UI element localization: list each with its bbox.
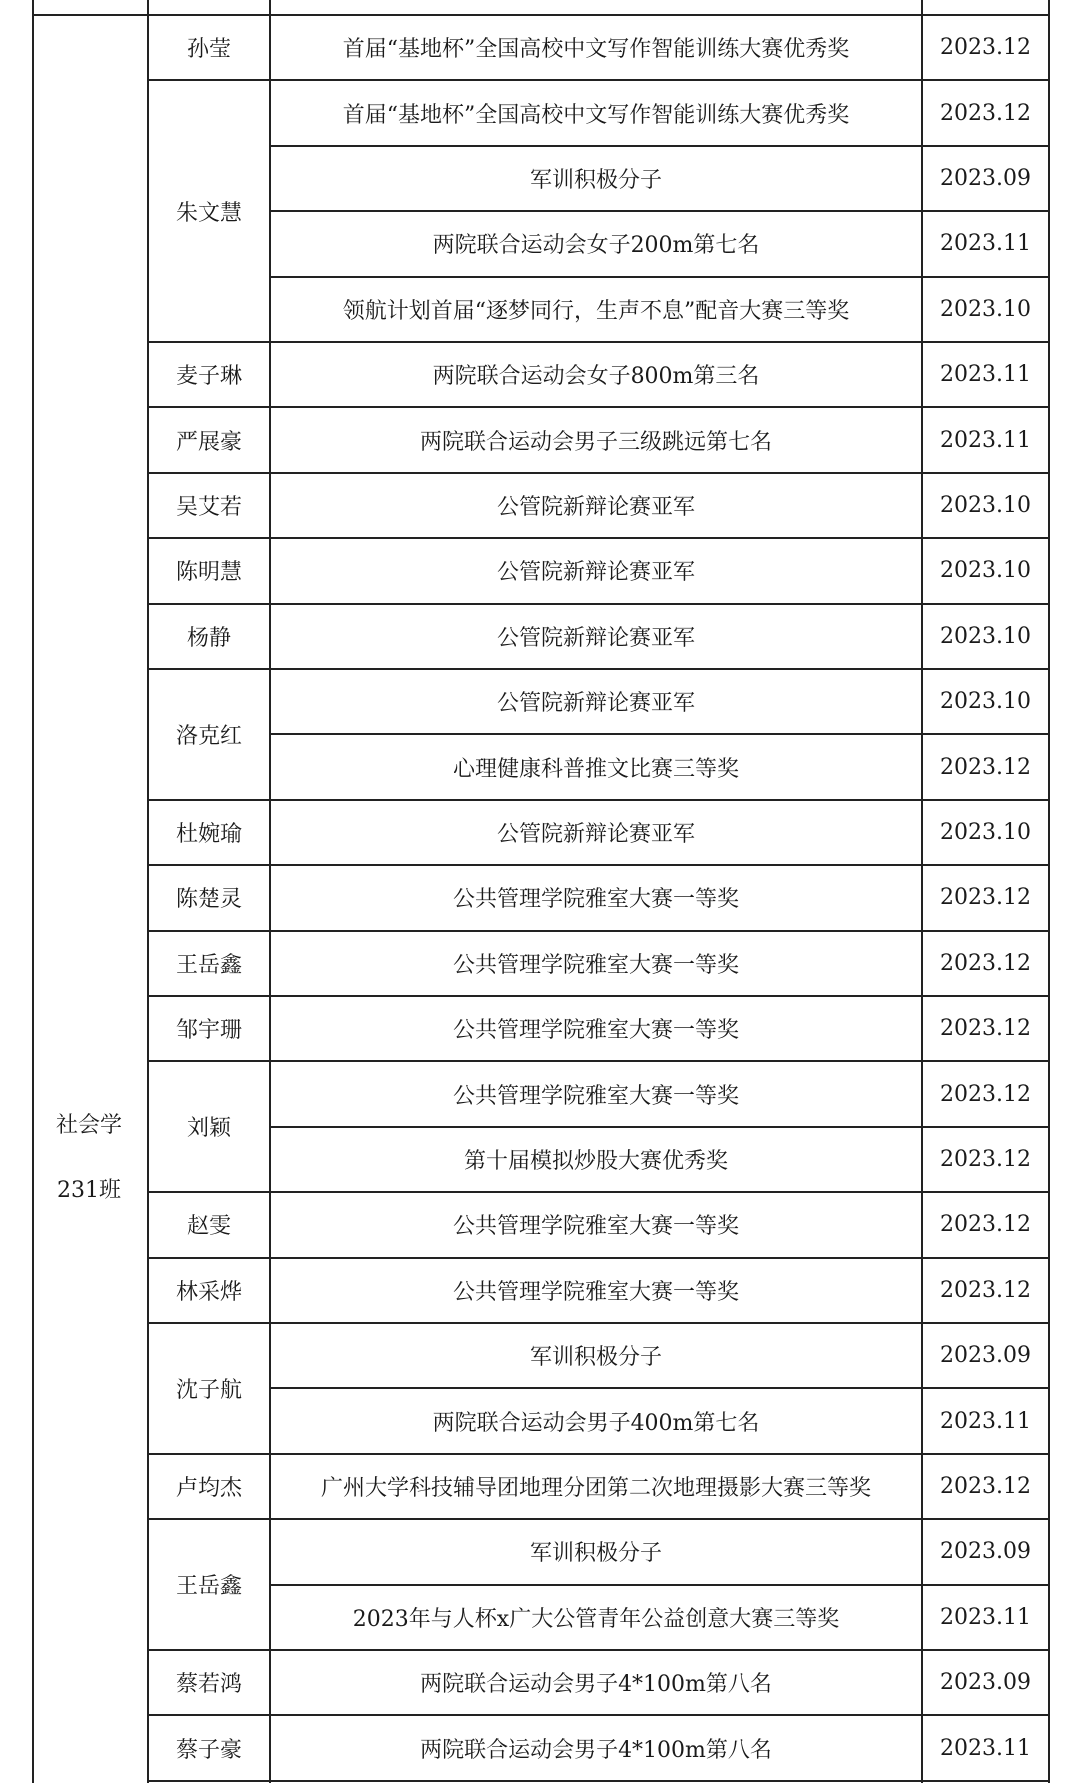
award-title: 领航计划首届“逐梦同行，生声不息”配音大赛三等奖 <box>342 298 850 324</box>
award-date: 2023.10 <box>940 492 1031 518</box>
award-date: 2023.09 <box>940 1670 1031 1696</box>
award-title: 公管院新辩论赛亚军 <box>496 691 695 717</box>
award-title: 军训积极分子 <box>529 167 662 193</box>
award-title: 2023年与人杯x广大公管青年公益创意大赛三等奖 <box>352 1606 840 1632</box>
award-date: 2023.12 <box>940 1146 1031 1172</box>
award-title: 军训积极分子 <box>529 1541 662 1567</box>
award-title: 公共管理学院雅室大赛一等奖 <box>452 887 739 913</box>
award-title: 公共管理学院雅室大赛一等奖 <box>452 1279 739 1305</box>
award-title: 两院联合运动会女子800m第三名 <box>432 364 760 390</box>
student-name: 杨静 <box>186 625 231 651</box>
student-name: 朱文慧 <box>175 200 242 226</box>
award-date: 2023.10 <box>940 296 1031 322</box>
class-name-line1: 社会学 <box>55 1113 122 1138</box>
student-name: 王岳鑫 <box>175 952 242 978</box>
award-title: 公共管理学院雅室大赛一等奖 <box>452 1083 739 1109</box>
award-date: 2023.12 <box>940 1081 1031 1107</box>
student-name: 林采烨 <box>175 1279 242 1305</box>
student-name: 蔡子豪 <box>175 1737 242 1763</box>
award-date: 2023.12 <box>940 754 1031 780</box>
student-name: 杜婉瑜 <box>175 821 242 847</box>
award-date: 2023.10 <box>940 558 1031 584</box>
award-title: 军训积极分子 <box>529 1345 662 1371</box>
student-name: 赵雯 <box>186 1214 231 1240</box>
student-name: 孙莹 <box>186 37 231 63</box>
student-name: 吴艾若 <box>175 494 242 520</box>
award-title: 两院联合运动会男子400m第七名 <box>432 1410 760 1436</box>
award-title: 公管院新辩论赛亚军 <box>496 560 695 586</box>
award-title: 公管院新辩论赛亚军 <box>496 625 695 651</box>
student-name: 王岳鑫 <box>175 1574 242 1600</box>
award-title: 公管院新辩论赛亚军 <box>496 821 695 847</box>
row-border <box>270 1780 1049 1782</box>
award-title: 两院联合运动会男子4*100m第八名 <box>420 1737 772 1763</box>
award-date: 2023.10 <box>940 819 1031 845</box>
student-name: 刘颖 <box>186 1116 231 1142</box>
award-date: 2023.12 <box>940 950 1031 976</box>
student-name: 严展豪 <box>175 429 242 455</box>
award-date: 2023.09 <box>940 1539 1031 1565</box>
student-name: 陈楚灵 <box>175 887 242 913</box>
award-title: 两院联合运动会男子4*100m第八名 <box>420 1672 772 1698</box>
student-border <box>148 1780 270 1782</box>
award-date: 2023.09 <box>940 165 1031 191</box>
student-name: 沈子航 <box>175 1377 242 1403</box>
award-title: 两院联合运动会女子200m第七名 <box>432 233 760 259</box>
award-title: 心理健康科普推文比赛三等奖 <box>452 756 739 782</box>
award-date: 2023.12 <box>940 1473 1031 1499</box>
award-date: 2023.10 <box>940 689 1031 715</box>
student-name: 卢均杰 <box>175 1475 242 1501</box>
award-date: 2023.11 <box>940 362 1031 388</box>
award-title: 第十届模拟炒股大赛优秀奖 <box>463 1148 728 1174</box>
award-date: 2023.12 <box>940 1277 1031 1303</box>
award-date: 2023.11 <box>940 1408 1031 1434</box>
award-title: 广州大学科技辅导团地理分团第二次地理摄影大赛三等奖 <box>320 1475 871 1501</box>
award-title: 公管院新辩论赛亚军 <box>496 494 695 520</box>
award-title: 首届“基地杯”全国高校中文写作智能训练大赛优秀奖 <box>342 102 850 128</box>
award-date: 2023.12 <box>940 35 1031 61</box>
award-date: 2023.11 <box>940 1604 1031 1630</box>
class-name-line2: 231班 <box>57 1178 121 1203</box>
award-date: 2023.11 <box>940 427 1031 453</box>
award-title: 首届“基地杯”全国高校中文写作智能训练大赛优秀奖 <box>342 37 850 63</box>
award-date: 2023.12 <box>940 885 1031 911</box>
student-name: 陈明慧 <box>175 560 242 586</box>
column-border-0 <box>32 0 34 1783</box>
award-date: 2023.12 <box>940 1212 1031 1238</box>
award-title: 公共管理学院雅室大赛一等奖 <box>452 1214 739 1240</box>
student-name: 蔡若鸿 <box>175 1672 242 1698</box>
student-name: 邹宇珊 <box>175 1018 242 1044</box>
award-date: 2023.12 <box>940 100 1031 126</box>
award-title: 公共管理学院雅室大赛一等奖 <box>452 952 739 978</box>
award-date: 2023.11 <box>940 1735 1031 1761</box>
award-title: 两院联合运动会男子三级跳远第七名 <box>419 429 772 455</box>
student-name: 麦子琳 <box>175 364 242 390</box>
award-date: 2023.12 <box>940 1016 1031 1042</box>
award-title: 公共管理学院雅室大赛一等奖 <box>452 1018 739 1044</box>
award-date: 2023.10 <box>940 623 1031 649</box>
student-name: 洛克红 <box>175 723 242 749</box>
award-date: 2023.09 <box>940 1343 1031 1369</box>
award-date: 2023.11 <box>940 231 1031 257</box>
